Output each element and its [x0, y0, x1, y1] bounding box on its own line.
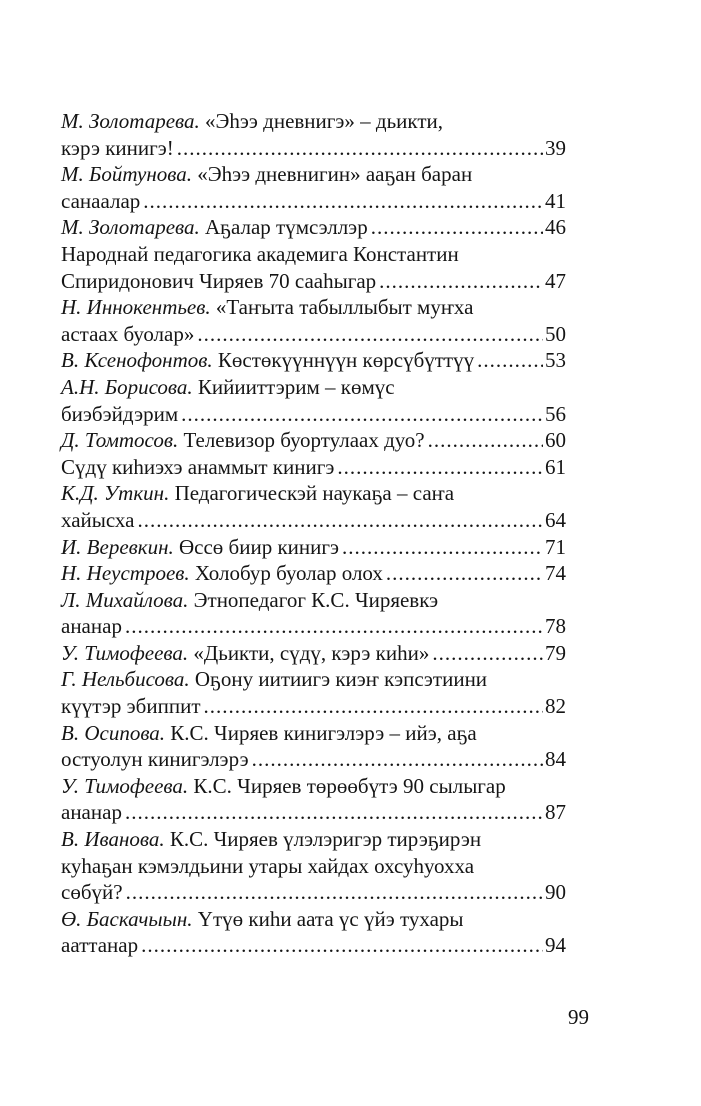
dot-leader	[126, 879, 543, 906]
toc-author: А.Н. Борисова.	[61, 374, 198, 399]
toc-entry	[61, 454, 566, 481]
toc-entry-text: М. Золотарева. Аҕалар түмсэллэр	[61, 215, 368, 240]
toc-entry-line	[61, 879, 566, 906]
toc-entry-text: санаалар	[61, 188, 141, 213]
toc-entry-text: Г. Нельбисова. Оҕону иитиигэ киэҥ кэпсэтиини	[61, 667, 488, 692]
toc-entry-line	[61, 321, 566, 348]
toc-entry-line	[61, 241, 566, 268]
toc-page-ref: 82	[545, 694, 566, 719]
dot-leader	[181, 401, 543, 428]
toc-entry-text: Сүдү киһиэхэ анаммыт кинигэ	[61, 454, 335, 479]
toc-page-ref: 79	[545, 640, 566, 665]
toc-page-ref: 50	[545, 321, 566, 346]
toc-entry-text: У. Тимофеева. К.С. Чиряев төрөөбүтэ 90 сылыгар	[61, 773, 506, 798]
toc-entry-text: И. Веревкин. Өссө биир кинигэ	[61, 534, 340, 559]
toc-entry-line	[61, 932, 566, 959]
toc-entry-line	[61, 799, 566, 826]
toc-entry	[61, 640, 566, 667]
toc-entry-line	[61, 693, 566, 720]
toc-entry-text: В. Осипова. К.С. Чиряев кинигэлэрэ – ийэ, аҕа	[61, 720, 477, 745]
toc-entry	[61, 161, 566, 214]
toc-entry-text: Народнай педагогика академига Константин	[61, 241, 459, 266]
toc-entry-line	[61, 826, 566, 853]
toc-author: К.Д. Уткин.	[61, 481, 175, 506]
toc-entry-line	[61, 374, 566, 401]
toc-entry-text: Н. Иннокентьев. «Таҥыта табыллыбыт муҥха	[61, 295, 474, 320]
toc-entry-text: Спиридонович Чиряев 70 сааһыгар	[61, 268, 377, 293]
dot-leader	[428, 427, 543, 454]
dot-leader	[342, 534, 543, 561]
toc-entry-text: хайысха	[61, 507, 135, 532]
dot-leader	[125, 799, 543, 826]
toc-entry-line	[61, 480, 566, 507]
toc-author: Н. Неустроев.	[61, 561, 195, 586]
toc-page-ref: 46	[545, 215, 566, 240]
toc-entry-text: М. Золотарева. «Эһээ дневнигэ» – дьикти,	[61, 109, 443, 133]
dot-leader	[177, 135, 543, 162]
dot-leader	[252, 746, 543, 773]
toc-entry-text: Н. Неустроев. Холобур буолар олох	[61, 561, 383, 586]
page-number: 99	[568, 1005, 589, 1029]
toc-entry-text: В. Ксенофонтов. Көстөкүүннүүн көрсүбүттүү	[61, 348, 475, 373]
toc-entry-line	[61, 560, 566, 587]
toc-entry-line	[61, 587, 566, 614]
toc-entry	[61, 374, 566, 427]
toc-page-ref: 78	[545, 614, 566, 639]
dot-leader	[125, 613, 543, 640]
toc-entry	[61, 826, 566, 906]
toc-author: М. Золотарева.	[61, 215, 205, 240]
toc-entry-line	[61, 454, 566, 481]
toc-entry	[61, 480, 566, 533]
toc-entry-line	[61, 401, 566, 428]
toc-entry-text: астаах буолар»	[61, 321, 195, 346]
toc-entry	[61, 294, 566, 347]
toc-page-ref: 71	[545, 534, 566, 559]
toc-entry	[61, 773, 566, 826]
toc-entry-line	[61, 161, 566, 188]
toc-entry-line	[61, 666, 566, 693]
toc-entry-line	[61, 188, 566, 215]
toc-author: У. Тимофеева.	[61, 640, 194, 665]
toc-entry	[61, 347, 566, 374]
dot-leader	[143, 188, 543, 215]
toc-author: М. Бойтунова.	[61, 162, 198, 187]
toc-entry	[61, 214, 566, 241]
toc-entry-text: сөбүй?	[61, 880, 123, 905]
toc-entry-text: ананар	[61, 614, 122, 639]
toc-author: И. Веревкин.	[61, 534, 179, 559]
toc-entry-text: остуолун кинигэлэрэ	[61, 747, 249, 772]
toc-entry-text: куһаҕан кэмэлдьини утары хайдах охсуһуохха	[61, 853, 475, 878]
dot-leader	[137, 507, 543, 534]
toc-entry-text: К.Д. Уткин. Педагогическэй наукаҕа – саҥа	[61, 481, 455, 506]
toc-author: Д. Томтосов.	[61, 428, 184, 453]
toc-entry-line	[61, 427, 566, 454]
toc-author: Ө. Баскачыын.	[61, 906, 198, 931]
toc-entry-line	[61, 773, 566, 800]
toc-page-ref: 74	[545, 561, 566, 586]
toc-page-ref: 60	[545, 428, 566, 453]
toc-entry	[61, 666, 566, 719]
toc-author: В. Ксенофонтов.	[61, 348, 218, 373]
toc-entry-line	[61, 640, 566, 667]
toc-entry-text: биэбэйдэрим	[61, 401, 179, 426]
toc-entry-line	[61, 720, 566, 747]
dot-leader	[371, 214, 543, 241]
toc-page-ref: 90	[545, 880, 566, 905]
toc-page-ref: 94	[545, 933, 566, 958]
toc-entry-text: күүтэр эбиппит	[61, 694, 201, 719]
toc-entry	[61, 108, 566, 161]
toc-page-ref: 53	[545, 348, 566, 373]
toc-entry	[61, 560, 566, 587]
toc-author: Л. Михайлова.	[61, 587, 194, 612]
toc-entry-line	[61, 507, 566, 534]
toc-author: В. Осипова.	[61, 720, 171, 745]
toc-entry-text: кэрэ кинигэ!	[61, 135, 174, 160]
toc-entry-text: В. Иванова. К.С. Чиряев үлэлэригэр тирэҕирэн	[61, 827, 482, 852]
toc-entry-line	[61, 214, 566, 241]
toc-entry	[61, 720, 566, 773]
toc-entry	[61, 906, 566, 959]
toc-page-ref: 64	[545, 507, 566, 532]
toc-entry-text: У. Тимофеева. «Дьикти, сүдү, кэрэ киһи»	[61, 640, 430, 665]
toc-page-ref: 39	[545, 135, 566, 160]
dot-leader	[204, 693, 544, 720]
toc-entry-text: А.Н. Борисова. Кийииттэрим – көмүс	[61, 374, 395, 399]
toc-entry-text: ананар	[61, 800, 122, 825]
toc-entry-line	[61, 294, 566, 321]
toc-entry-line	[61, 347, 566, 374]
dot-leader	[337, 454, 543, 481]
toc-entry	[61, 241, 566, 294]
toc-entry-line	[61, 906, 566, 933]
toc-entry-text: Д. Томтосов. Телевизор буортулаах дуо?	[61, 428, 425, 453]
toc-entry-line	[61, 108, 566, 135]
toc-entry-line	[61, 135, 566, 162]
dot-leader	[379, 268, 543, 295]
toc-entry	[61, 587, 566, 640]
dot-leader	[477, 347, 543, 374]
toc-entry-line	[61, 746, 566, 773]
toc-list	[61, 108, 566, 959]
dot-leader	[432, 640, 543, 667]
toc-entry	[61, 534, 566, 561]
toc-author: М. Золотарева.	[61, 109, 205, 133]
dot-leader	[386, 560, 543, 587]
dot-leader	[141, 932, 543, 959]
toc-entry-text: Л. Михайлова. Этнопедагог К.С. Чиряевкэ	[61, 587, 439, 612]
toc-page-ref: 56	[545, 401, 566, 426]
toc-author: В. Иванова.	[61, 827, 170, 852]
toc-page-ref: 84	[545, 747, 566, 772]
toc-author: Н. Иннокентьев.	[61, 295, 216, 320]
toc-entry-line	[61, 853, 566, 880]
toc-author: Г. Нельбисова.	[61, 667, 195, 692]
toc-entry	[61, 427, 566, 454]
toc-entry-line	[61, 534, 566, 561]
toc-entry-line	[61, 268, 566, 295]
toc-page-ref: 41	[545, 188, 566, 213]
toc-entry-text: Ө. Баскачыын. Үтүө киһи аата үс үйэ тухары	[61, 906, 464, 931]
toc-entry-text: ааттанар	[61, 933, 139, 958]
dot-leader	[197, 321, 543, 348]
toc-author: У. Тимофеева.	[61, 773, 194, 798]
toc-page-ref: 47	[545, 268, 566, 293]
toc-entry-line	[61, 613, 566, 640]
toc-page-ref: 87	[545, 800, 566, 825]
toc-page-ref: 61	[545, 454, 566, 479]
toc-entry-text: М. Бойтунова. «Эһээ дневнигин» ааҕан баран	[61, 162, 473, 187]
